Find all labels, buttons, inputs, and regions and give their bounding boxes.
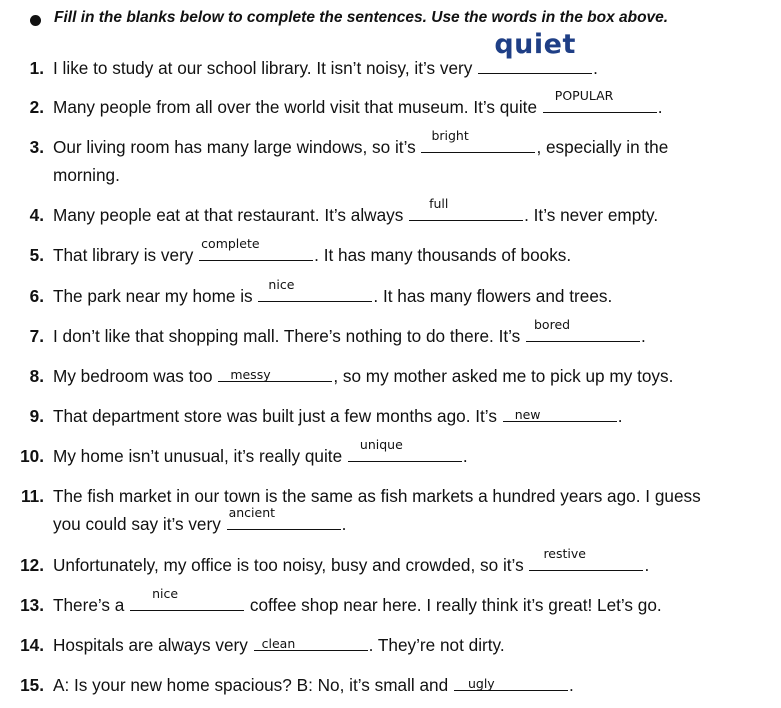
answer-blank[interactable]	[409, 196, 523, 221]
answer-blank[interactable]	[348, 437, 462, 462]
question-text-end: .	[617, 406, 623, 426]
question-text: Hospitals are always very	[53, 635, 253, 655]
question-text-end: .	[657, 97, 663, 117]
question-text: A: Is your new home spacious? B: No, it’s small and	[53, 675, 453, 695]
question-text: Many people eat at that restaurant. It’s always	[53, 205, 409, 225]
question-text-end: . They’re not dirty.	[368, 635, 505, 655]
question-text: That library is very	[53, 245, 199, 265]
answer-text: unique	[359, 437, 403, 452]
bullet-icon	[30, 15, 41, 26]
question-number: 14.	[20, 635, 44, 655]
answer-blank[interactable]	[526, 317, 640, 342]
answer-text: ugly	[467, 676, 495, 691]
answer-text: complete	[201, 236, 260, 251]
question-number: 12.	[20, 555, 44, 575]
question-number: 1.	[29, 58, 44, 78]
answer-blank[interactable]	[503, 403, 617, 422]
question-text-end: , so my mother asked me to pick up my toys.	[333, 366, 674, 386]
question-text-line2: you could say it’s very	[53, 514, 226, 534]
answer-text: nice	[152, 586, 179, 601]
question-text: Many people from all over the world visit that museum. It’s quite	[53, 97, 542, 117]
answer-blank[interactable]	[254, 632, 368, 651]
question-text: There’s a	[53, 595, 130, 615]
question-number: 10.	[20, 446, 44, 466]
question-text-end: .	[462, 446, 468, 466]
question-text: I like to study at our school library. It isn’t noisy, it’s very	[53, 58, 478, 78]
answer-blank[interactable]	[130, 586, 244, 611]
answer-text: restive	[543, 546, 586, 561]
question-text: I don’t like that shopping mall. There’s nothing to do there. It’s	[53, 326, 525, 346]
question-text-end: .	[641, 326, 646, 346]
answer-blank[interactable]	[478, 29, 592, 74]
answer-text: clean	[261, 636, 296, 651]
question-number: 7.	[29, 326, 44, 346]
question-number: 4.	[29, 205, 44, 225]
answer-blank[interactable]	[454, 672, 568, 691]
question-text-end: . It has many flowers and trees.	[373, 286, 613, 306]
answer-blank[interactable]	[421, 128, 535, 153]
answer-text: full	[429, 196, 449, 211]
question-text-end: .	[593, 58, 598, 78]
answer-text: bored	[534, 317, 571, 332]
answer-blank[interactable]	[199, 236, 313, 261]
question-text: My home isn’t unusual, it’s really quite	[53, 446, 347, 466]
question-number: 13.	[20, 595, 44, 615]
answer-blank[interactable]	[218, 363, 332, 382]
question-text: The fish market in our town is the same as fish markets a hundred years ago. I guess	[53, 486, 701, 506]
question-text-line2: morning.	[53, 165, 120, 185]
answer-blank[interactable]	[227, 505, 341, 530]
question-text: My bedroom was too	[53, 366, 218, 386]
question-text: Our living room has many large windows, so it’s	[53, 137, 421, 157]
answer-blank[interactable]	[529, 546, 643, 571]
question-number: 5.	[29, 245, 44, 265]
instructions	[24, 9, 764, 33]
question-number: 11.	[21, 486, 44, 506]
question-text: Unfortunately, my office is too noisy, busy and crowded, so it’s	[53, 555, 529, 575]
question-number: 8.	[29, 366, 44, 386]
question-text-end: coffee shop near here. I really think it’s great! Let’s go.	[245, 595, 662, 615]
question-text: The park near my home is	[53, 286, 258, 306]
instruction-text: Fill in the blanks below to complete the sentences. Use the words in the box above.	[54, 9, 669, 26]
answer-text: messy	[230, 367, 271, 382]
question-text-end: . It has many thousands of books.	[314, 245, 572, 265]
question-number: 3.	[29, 137, 44, 157]
question-text-end: . It’s never empty.	[524, 205, 659, 225]
question-text-end: .	[644, 555, 650, 575]
answer-blank[interactable]	[543, 88, 657, 113]
question-text-end: .	[568, 675, 574, 695]
question-number: 9.	[29, 406, 44, 426]
question-text: That department store was built just a few months ago. It’s	[53, 406, 502, 426]
question-number: 2.	[29, 97, 44, 117]
question-text-end: .	[341, 514, 347, 534]
answer-text: quiet	[494, 29, 576, 60]
answer-text: new	[514, 407, 541, 422]
question-text-end: , especially in the	[536, 137, 669, 157]
answer-text: bright	[431, 128, 469, 143]
question-number: 15.	[20, 675, 44, 695]
question-number: 6.	[29, 286, 44, 306]
answer-text: POPULAR	[554, 88, 614, 103]
answer-text: ancient	[228, 505, 276, 520]
answer-blank[interactable]	[258, 277, 372, 302]
answer-text: nice	[268, 277, 295, 292]
